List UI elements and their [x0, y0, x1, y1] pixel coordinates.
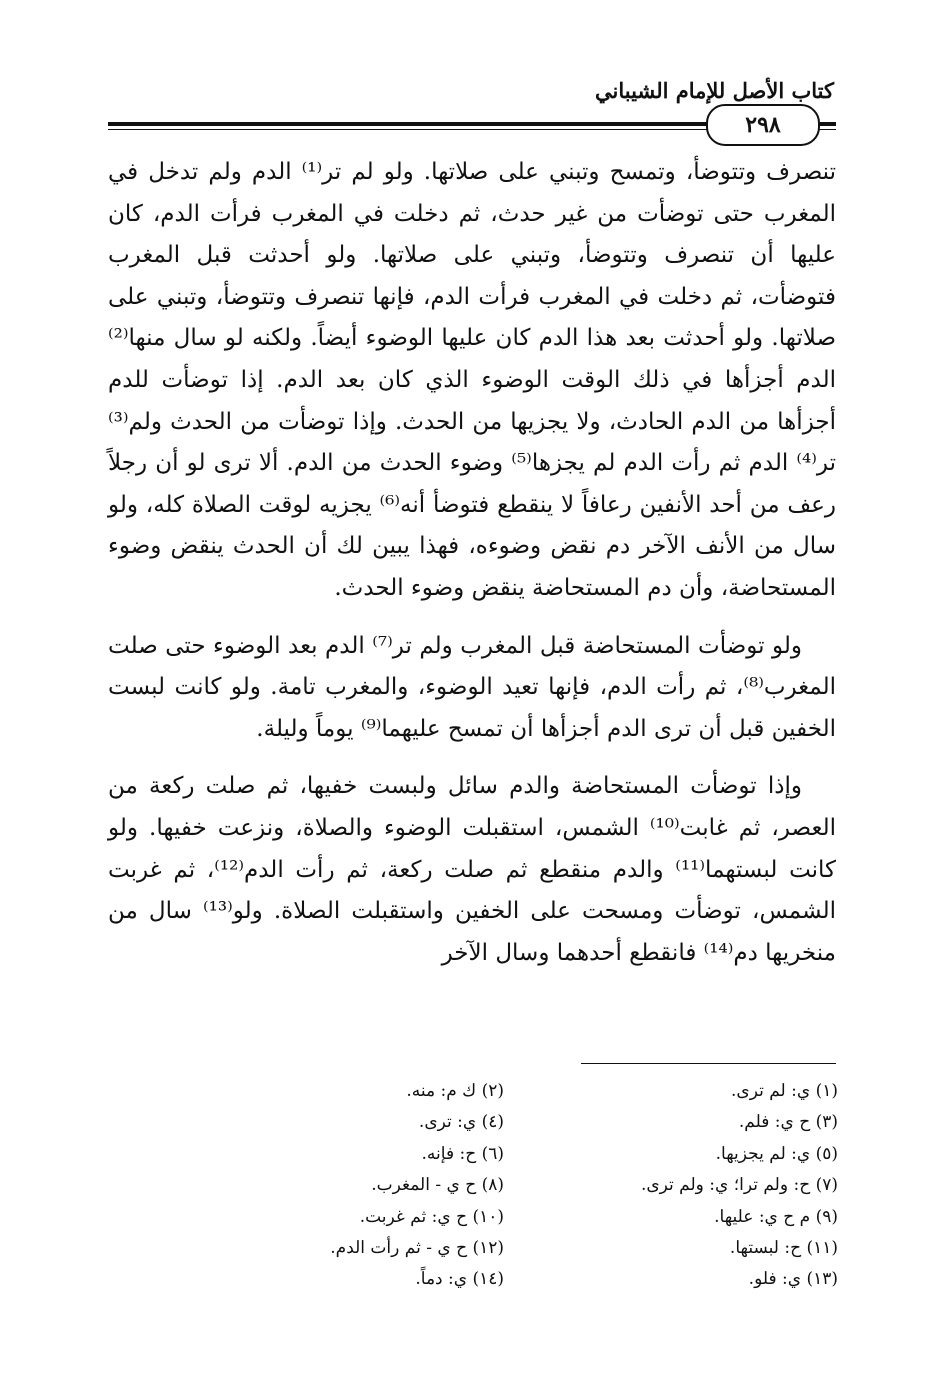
footnote: (٨) ح ي - المغرب.	[371, 1175, 504, 1196]
footnote: (٩) م ح ي: عليها.	[714, 1206, 838, 1227]
footnote: (١٣) ي: فلو.	[748, 1269, 838, 1290]
footnote-separator	[581, 1063, 836, 1064]
running-title: كتاب الأصل للإمام الشيباني	[595, 78, 834, 103]
footnotes	[200, 1076, 838, 1296]
footnote: (١٠) ح ي: ثم غربت.	[359, 1206, 504, 1227]
footnote: (١٢) ح ي - ثم رأت الدم.	[330, 1238, 504, 1259]
footnote: (٧) ح: ولم ترا؛ ي: ولم ترى.	[640, 1175, 838, 1196]
footnote: (٤) ي: ترى.	[418, 1112, 504, 1133]
footnote: (٢) ك م: منه.	[406, 1081, 504, 1101]
footnote: (١) ي: لم ترى.	[731, 1081, 838, 1101]
footnote: (١٤) ي: دماً.	[415, 1269, 504, 1290]
paragraph: وإذا توضأت المستحاضة والدم سائل ولبست خفيها، ثم صلت ركعة من العصر، ثم غابت⁽¹⁰⁾ الشمس، استقبلت الوضوء والصلاة، ونزعت خفيها. ولو كانت لبستهما⁽¹¹⁾ والدم منقطع ثم صلت ركعة، ثم رأت الدم⁽¹²⁾، ثم غربت الشمس، توضأت ومسحت على الخفين واستقبلت الصلاة. ولو⁽¹³⁾ سال من منخريها دم⁽¹⁴⁾ فانقطع أحدهما وسال الآخر	[108, 773, 837, 966]
page-number: ٢٩٨	[706, 104, 820, 146]
paragraph: ولو توضأت المستحاضة قبل المغرب ولم تر⁽⁷⁾ الدم بعد الوضوء حتى صلت المغرب⁽⁸⁾، ثم رأت الدم، فإنها تعيد الوضوء، والمغرب تامة. ولو كانت لبست الخفين قبل أن ترى الدم أجزأها أن تمسح عليهما⁽⁹⁾ يوماً وليلة.	[108, 632, 836, 742]
footnote: (١١) ح: لبستها.	[729, 1238, 838, 1259]
main-text	[108, 152, 836, 974]
footnote: (٥) ي: لم يجزيها.	[715, 1143, 838, 1164]
footnote: (٦) ح: فإنه.	[421, 1143, 504, 1164]
footnote: (٣) ح ي: فلم.	[738, 1112, 838, 1133]
paragraph: تنصرف وتتوضأ، وتمسح وتبني على صلاتها. ولو لم تر⁽¹⁾ الدم ولم تدخل في المغرب حتى توضأت من غير حدث، ثم دخلت في المغرب فرأت الدم، كان عليها أن تنصرف وتتوضأ، وتبني على صلاتها. ولو أحدثت قبل المغرب فتوضأت، ثم دخلت في المغرب فرأت الدم، فإنها تنصرف وتتوضأ، وتبني على صلاتها. ولو أحدثت بعد هذا الدم كان عليها الوضوء أيضاً. ولكنه لو سال منها⁽²⁾ الدم أجزأها في ذلك الوقت الوضوء الذي كان بعد الدم. إذا توضأت للدم أجزأها من الدم الحادث، ولا يجزيها من الحدث. وإذا توضأت من الحدث ولم⁽³⁾ تر⁽⁴⁾ الدم ثم رأت الدم لم يجزها⁽⁵⁾ وضوء الحدث من الدم. ألا ترى لو أن رجلاً رعف من أحد الأنفين رعافاً لا ينقطع فتوضأ أنه⁽⁶⁾ يجزيه لوقت الصلاة كله، ولو سال من الأنف الآخر دم نقض وضوءه، فهذا يبين لك أن الحدث ينقض وضوء المستحاضة، وأن دم المستحاضة ينقض وضوء الحدث.	[108, 159, 836, 601]
